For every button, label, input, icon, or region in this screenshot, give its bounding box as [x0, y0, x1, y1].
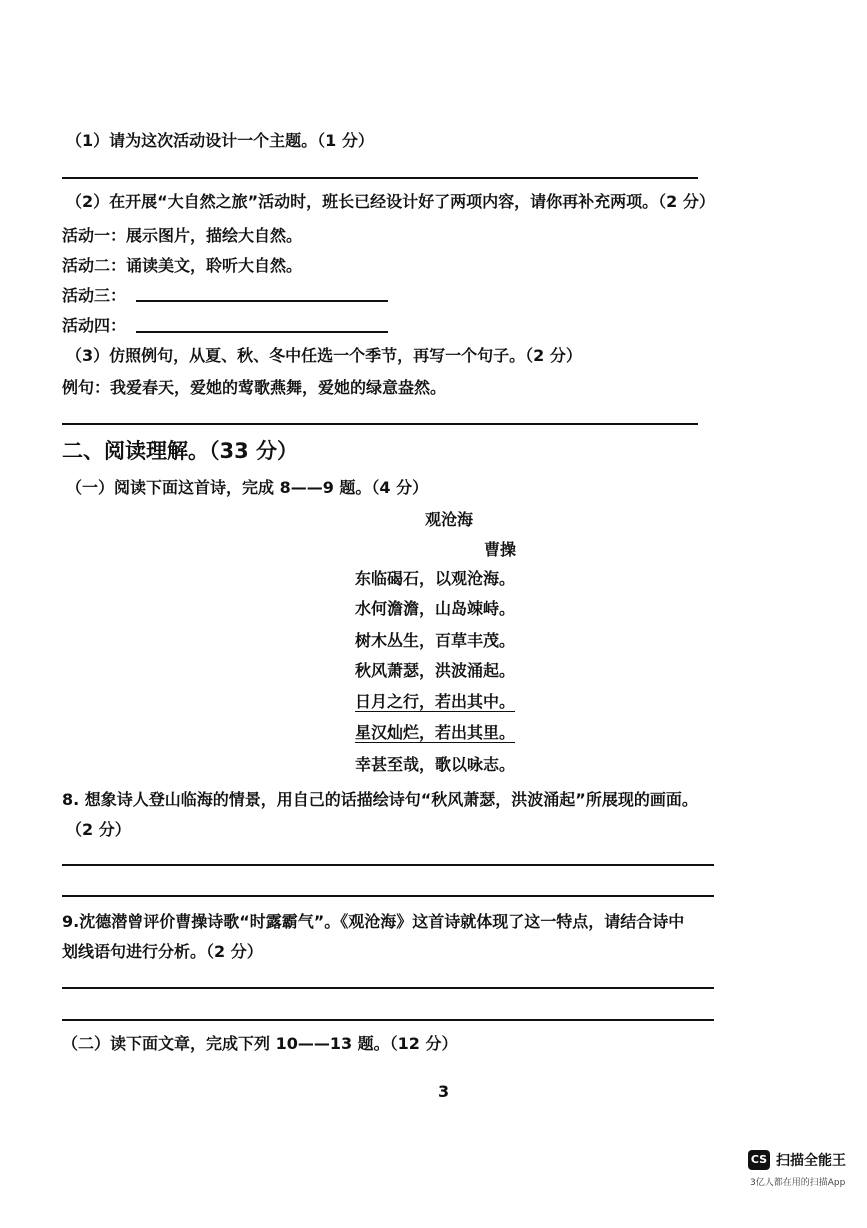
answer-line-9a[interactable] — [62, 987, 714, 989]
poem-line: 水何澹澹，山岛竦峙。 — [355, 599, 516, 618]
poem-author: 曹操 — [484, 540, 517, 559]
watermark-brand: 扫描全能王 — [776, 1153, 846, 1169]
section-heading: 二、阅读理解。（33 分） — [62, 439, 299, 463]
question-9-line-2: 划线语句进行分析。（2 分） — [62, 942, 263, 961]
poem-title: 观沧海 — [425, 510, 474, 529]
reading-part-1: （一）阅读下面这首诗，完成 8——9 题。（4 分） — [66, 478, 429, 497]
answer-line-1[interactable] — [62, 177, 698, 179]
poem-line: 树木丛生，百草丰茂。 — [355, 631, 516, 650]
poem-line: 秋风萧瑟，洪波涌起。 — [355, 661, 516, 680]
activity-3-label: 活动三： — [62, 286, 127, 305]
activity-2: 活动二：诵读美文，聆听大自然。 — [62, 256, 303, 275]
question-9-line-1: 9.沈德潜曾评价曹操诗歌“时露霸气”。《观沧海》这首诗就体现了这一特点，请结合诗中 — [62, 912, 685, 931]
activity-4-blank[interactable] — [136, 331, 388, 333]
activity-4-label: 活动四： — [62, 316, 127, 335]
question-1: （1）请为这次活动设计一个主题。（1 分） — [66, 131, 374, 150]
question-3: （3）仿照例句，从夏、秋、冬中任选一个季节，再写一个句子。（2 分） — [66, 346, 582, 365]
question-8-score: （2 分） — [66, 820, 131, 839]
poem-line-underlined: 日月之行，若出其中。 — [355, 692, 516, 711]
answer-line-8a[interactable] — [62, 864, 714, 866]
activity-1: 活动一：展示图片，描绘大自然。 — [62, 226, 303, 245]
poem-line-underlined: 星汉灿烂，若出其里。 — [355, 723, 516, 742]
answer-line-3[interactable] — [62, 423, 698, 425]
page-number: 3 — [438, 1082, 450, 1101]
poem-line: 东临碣石，以观沧海。 — [355, 569, 516, 588]
example-sentence: 例句：我爱春天，爱她的莺歌燕舞，爱她的绿意盎然。 — [62, 378, 447, 397]
answer-line-8b[interactable] — [62, 895, 714, 897]
question-2: （2）在开展“大自然之旅”活动时，班长已经设计好了两项内容，请你再补充两项。（2 分） — [66, 192, 715, 211]
reading-part-2: （二）读下面文章，完成下列 10——13 题。（12 分） — [62, 1034, 458, 1053]
watermark-tagline: 3亿人都在用的扫描App — [750, 1178, 846, 1188]
question-8: 8. 想象诗人登山临海的情景，用自己的话描绘诗句“秋风萧瑟，洪波涌起”所展现的画面。 — [62, 790, 698, 809]
answer-line-9b[interactable] — [62, 1019, 714, 1021]
camscanner-logo: CS — [748, 1150, 770, 1170]
activity-3-blank[interactable] — [136, 300, 388, 302]
poem-line: 幸甚至哉，歌以咏志。 — [355, 755, 516, 774]
